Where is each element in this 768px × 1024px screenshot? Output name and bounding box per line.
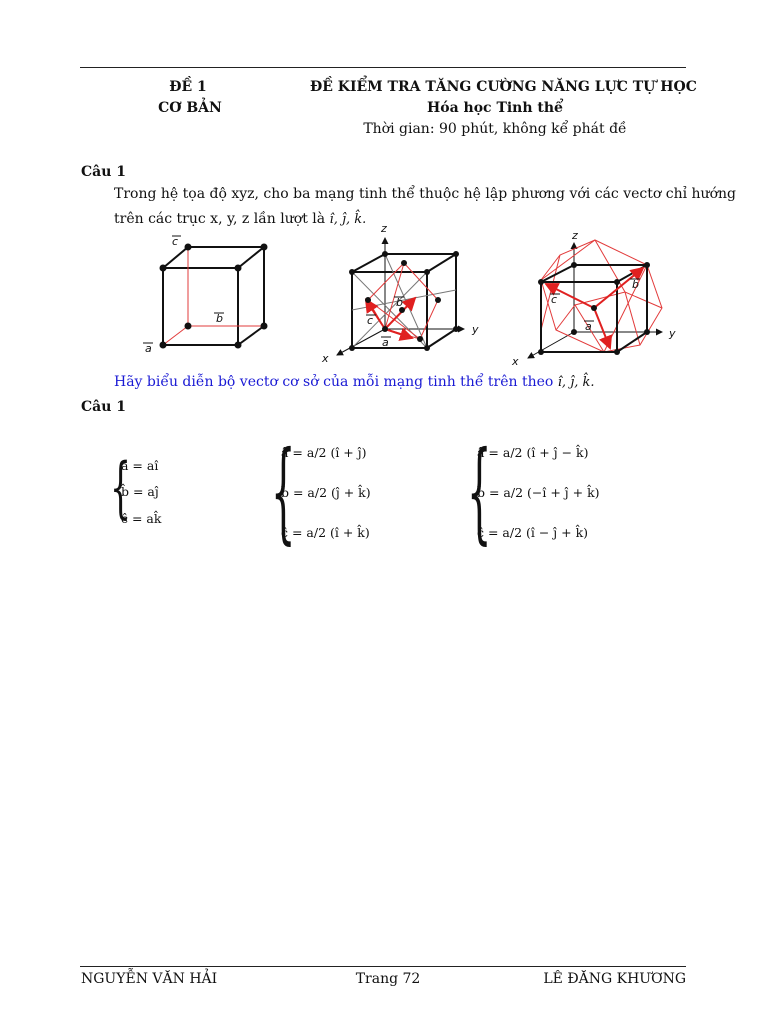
fig3-label-a: a: [585, 320, 592, 333]
fig1-label-b: b: [216, 312, 223, 325]
fig2-label-c: c: [367, 314, 374, 327]
fig3-axis-z: z: [572, 229, 578, 242]
fig2-axis-z: z: [381, 222, 387, 235]
question-task-text: Hãy biểu diễn bộ vectơ cơ sở của mỗi mạng tinh thể trên theo: [114, 374, 554, 390]
exam-time: Thời gian: 90 phút, không kể phát đề: [363, 121, 627, 137]
fig2-axis-y: y: [472, 323, 479, 336]
question-text-line2-main: trên các trục x, y, z lần lượt là: [114, 211, 326, 227]
sys3-eq-c: ĉ = a/2 (î − ĵ + k̂): [477, 525, 589, 540]
fig2-label-b: b: [396, 296, 403, 309]
exam-title: ĐỀ KIỂM TRA TĂNG CƯỜNG NĂNG LỰC TỰ HỌC: [310, 79, 697, 95]
fig3-axis-y: y: [669, 327, 676, 340]
sys2-eq-b: b̂ = a/2 (ĵ + k̂): [281, 485, 371, 500]
question-label: Câu 1: [81, 164, 127, 180]
unit-vectors-inline: î, ĵ, k̂.: [329, 212, 367, 227]
sys2-eq-a: â = a/2 (î + ĵ): [281, 445, 367, 460]
brace-system3: {: [467, 427, 492, 555]
fig1-label-a: a: [145, 342, 152, 355]
question-task: [114, 374, 595, 390]
fig3-label-c: c: [551, 293, 558, 306]
fig3-axis-x: x: [512, 355, 519, 368]
answer-label: Câu 1: [81, 399, 127, 415]
brace-system2: {: [271, 427, 296, 555]
exam-subject: Hóa học Tinh thể: [427, 100, 563, 116]
sys2-eq-c: ĉ = a/2 (î + k̂): [281, 525, 370, 540]
sys3-eq-b: b̂ = a/2 (−î + ĵ + k̂): [477, 485, 600, 500]
footer-author-right: LÊ ĐĂNG KHƯƠNG: [543, 971, 686, 987]
brace-system1: {: [110, 449, 131, 526]
sys1-eq-c: ĉ = ak̂: [121, 511, 162, 526]
footer-page-number: Trang 72: [355, 971, 421, 987]
exam-number: ĐỀ 1: [169, 79, 207, 95]
fig2-label-a: a: [382, 336, 389, 349]
footer-author-left: NGUYỄN VĂN HẢI: [81, 971, 218, 987]
task-vectors-inline: î, ĵ, k̂.: [557, 375, 595, 390]
sys1-eq-a: â = aî: [121, 458, 159, 473]
sys1-eq-b: b̂ = aĵ: [121, 484, 159, 499]
question-text-line1: Trong hệ tọa độ xyz, cho ba mạng tinh thể thuộc hệ lập phương với các vectơ chỉ hướng: [114, 186, 736, 202]
exam-level: CƠ BẢN: [158, 100, 222, 116]
fig2-axis-x: x: [322, 352, 329, 365]
fig1-label-c: c: [172, 235, 179, 248]
footer-rule: [80, 966, 686, 967]
fig3-label-b: b: [632, 278, 639, 291]
sys3-eq-a: â = a/2 (î + ĵ − k̂): [477, 445, 589, 460]
